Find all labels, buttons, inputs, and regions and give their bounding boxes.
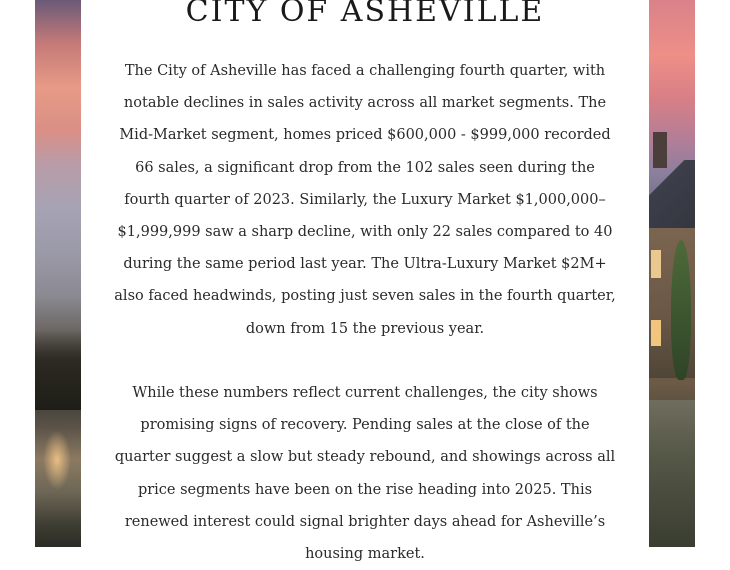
house-window — [651, 320, 661, 346]
house-window — [651, 250, 661, 278]
article-panel — [81, 0, 649, 563]
page-title: CITY OF ASHEVILLE — [185, 0, 545, 29]
paragraph-recovery-signs: While these numbers reflect current challenges, the city shows promising signs of recovery. Pending sales at the close of the quarter suggest a slow but steady rebound, and showings across all price segments have been on the rise heading into 2025. This renewed interest could signal brighter days ahead for Asheville’s housing market. — [114, 385, 616, 563]
left-photo-strip — [35, 0, 81, 547]
cypress-tree — [671, 240, 691, 380]
right-photo-strip — [649, 0, 695, 547]
tree-silhouette — [35, 330, 81, 410]
paragraph-market-declines: The City of Asheville has faced a challenging fourth quarter, with notable declines in sales activity across all market segments. The Mid-Market segment, homes priced $600,000 - $999,000 recorded 66 sales, a significant drop from the 102 sales seen during the fourth quarter of 2023. Similarly, the Luxury Market $1,000,000–$1,999,999 saw a sharp decline, with only 22 sales compared to 40 during the same period last year. The Ultra-Luxury Market $2M+ also faced headwinds, posting just seven sales in the fourth quarter, down from 15 the previous year. — [114, 63, 616, 337]
street-lamp-glow — [43, 430, 71, 490]
house-roof — [649, 160, 695, 230]
front-lawn — [649, 400, 695, 547]
